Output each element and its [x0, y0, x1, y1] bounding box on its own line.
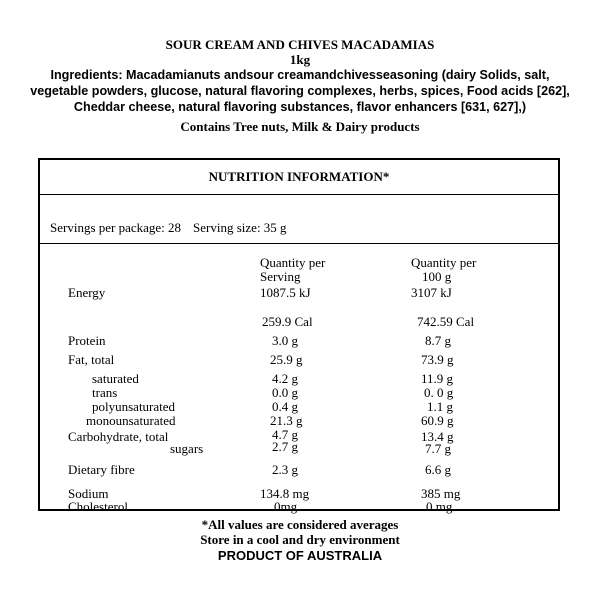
net-weight: 1kg: [289, 52, 311, 67]
value-polyunsaturated-serving: 0.4 g: [272, 399, 298, 414]
row-label-sodium: Sodium: [68, 486, 109, 501]
label-footer: [0, 517, 600, 564]
row-label-dietary-fibre: Dietary fibre: [68, 462, 135, 477]
panel-divider: [40, 194, 558, 195]
value-dietary-fibre-100g: 6.6 g: [425, 462, 451, 477]
value-polyunsaturated-100g: 1.1 g: [427, 399, 453, 414]
value-trans-serving: 0.0 g: [272, 385, 298, 400]
row-label-carbohydrate-total: Carbohydrate, total: [68, 429, 169, 444]
row-label-protein: Protein: [68, 333, 106, 348]
row-label-monounsaturated: monounsaturated: [86, 413, 176, 428]
value-fat-total-serving: 25.9 g: [270, 352, 303, 367]
servings-line: [50, 220, 287, 236]
servings-per-package: Servings per package: 28: [50, 220, 182, 235]
column-header-serving-line1: Quantity per: [260, 255, 326, 270]
value-cholesterol-serving: 0mg: [274, 499, 298, 514]
storage-note: Store in a cool and dry environment: [200, 532, 400, 547]
product-title: SOUR CREAM AND CHIVES MACADAMIAS: [165, 37, 435, 52]
value-calories-100g: 742.59 Cal: [417, 314, 475, 329]
value-saturated-serving: 4.2 g: [272, 371, 298, 386]
value-calories-serving: 259.9 Cal: [262, 314, 313, 329]
row-label-sugars: sugars: [170, 441, 204, 456]
value-sugars-100g: 7.7 g: [425, 441, 451, 456]
value-saturated-100g: 11.9 g: [421, 371, 454, 386]
value-trans-100g: 0. 0 g: [424, 385, 454, 400]
value-sodium-serving: 134.8 mg: [260, 486, 310, 501]
row-label-energy: Energy: [68, 285, 106, 300]
value-protein-serving: 3.0 g: [272, 333, 298, 348]
country-of-origin: PRODUCT OF AUSTRALIA: [217, 548, 383, 563]
ingredients-text: Ingredients: Macadamianuts andsour creamandchivesseasoning (dairy Solids, salt, vegetable powders, glucose, natural flavoring complexes, herbs, spices, Food acids [262], Cheddar cheese, natural flavoring substances, flavor enhancers [631, 627],): [30, 68, 570, 114]
averages-note: *All values are considered averages: [201, 517, 399, 532]
column-header-serving-line2: Serving: [260, 269, 301, 284]
value-dietary-fibre-serving: 2.3 g: [272, 462, 298, 477]
nutrition-panel-title: NUTRITION INFORMATION*: [208, 169, 390, 184]
panel-divider: [40, 243, 558, 244]
row-label-polyunsaturated: polyunsaturated: [92, 399, 176, 414]
column-header-100g: [411, 256, 476, 284]
value-monounsaturated-serving: 21.3 g: [270, 413, 303, 428]
row-label-saturated: saturated: [92, 371, 139, 386]
value-protein-100g: 8.7 g: [425, 333, 451, 348]
column-header-serving: [260, 256, 325, 284]
value-carbohydrate-100g: 13.4 g: [421, 429, 454, 444]
nutrition-panel: [38, 158, 560, 514]
value-fat-total-100g: 73.9 g: [421, 352, 454, 367]
column-header-100g-line2: 100 g: [422, 269, 452, 284]
value-energy-100g: 3107 kJ: [411, 285, 452, 300]
row-label-cholesterol: Cholesterol: [68, 499, 128, 514]
row-label-trans: trans: [92, 385, 118, 400]
label-header: [0, 38, 600, 134]
value-sugars-serving: 2.7 g: [272, 439, 298, 454]
allergen-statement: Contains Tree nuts, Milk & Dairy products: [180, 119, 420, 134]
value-sodium-100g: 385 mg: [421, 486, 461, 501]
value-energy-serving: 1087.5 kJ: [260, 285, 311, 300]
row-label-fat-total: Fat, total: [68, 352, 115, 367]
serving-size: Serving size: 35 g: [193, 220, 287, 235]
value-cholesterol-100g: 0 mg: [426, 499, 453, 514]
column-header-100g-line1: Quantity per: [411, 255, 477, 270]
value-carbohydrate-serving: 4.7 g: [272, 427, 298, 442]
value-monounsaturated-100g: 60.9 g: [421, 413, 454, 428]
